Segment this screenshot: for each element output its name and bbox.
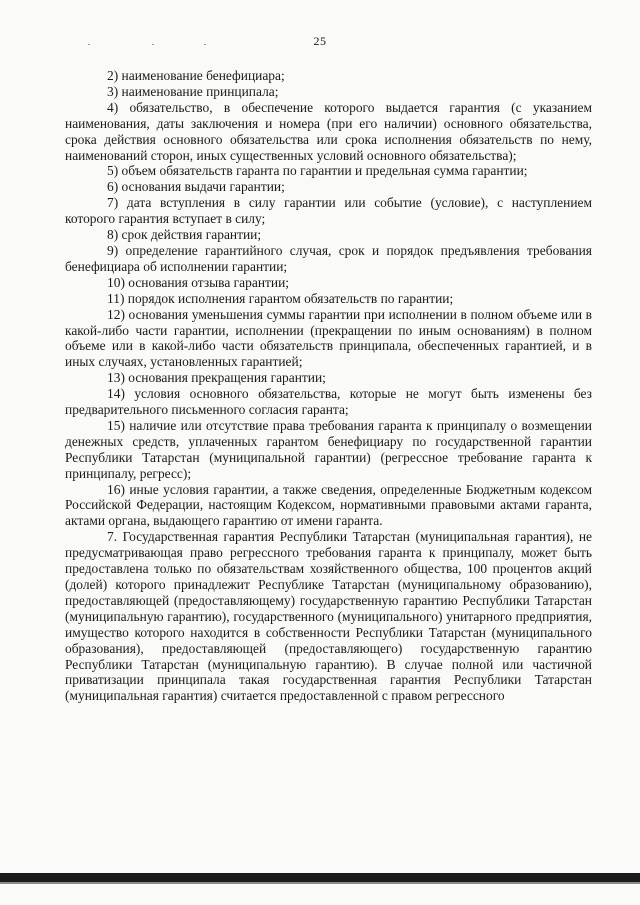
paragraph: 3) наименование принципала; (107, 83, 279, 99)
scan-edge-shadow (0, 882, 640, 884)
page-number: 25 (313, 34, 327, 48)
document-body (65, 68, 592, 704)
paragraph: 13) основания прекращения гарантии; (107, 370, 326, 386)
paragraph: 7) дата вступления в силу гарантии или событие (условие), с наступлением которого гарантия вступает в силу; (65, 195, 592, 227)
paragraph: 7. Государственная гарантия Республики Татарстан (муниципальная гарантия), не предусматривающая право регрессного требования гаранта к принципалу, может быть предоставлена только по обязательствам хозяйственного общества, 100 процентов акций (долей) которого принадлежит Республике Татарстан (муниципальному образованию), предоставляющей (предоставляющему) государственную гарантию Республики Татарстан (муниципальную гарантию), государственного (муниципального) унитарного предприятия, имущество которого находится в собственности Республики Татарстан (муниципального образования), предоставляющей (предоставляющего) государственную гарантию Республики Татарстан (муниципальную гарантию). В случае полной или частичной приватизации принципала такая государственная гарантия Республики Татарстан (муниципальная гарантия) считается предоставленной с правом регрессного (65, 529, 592, 704)
scan-edge-bar (0, 873, 640, 882)
paragraph: 8) срок действия гарантии; (107, 227, 262, 243)
paragraph: 5) объем обязательств гаранта по гарантии и предельная сумма гарантии; (107, 163, 528, 179)
paragraph: 11) порядок исполнения гарантом обязательств по гарантии; (107, 290, 454, 306)
paragraph: 15) наличие или отсутствие права требования гаранта к принципалу о возмещении денежных средств, уплаченных гарантом бенефициару по государственной гарантии Республики Татарстан (муниципальной гарантии) (регрессное требование гаранта к принципалу, регресс); (65, 417, 592, 481)
paragraph: 2) наименование бенефициара; (107, 68, 285, 83)
paragraph: 10) основания отзыва гарантии; (107, 274, 289, 290)
paragraph: 14) условия основного обязательства, которые не могут быть изменены без предварительного письменного согласия гаранта; (65, 386, 592, 418)
paragraph: 6) основания выдачи гарантии; (107, 179, 285, 195)
paragraph: 16) иные условия гарантии, а также сведения, определенные Бюджетным кодексом Российской Федерации, настоящим Кодексом, нормативными правовыми актами гаранта, актами органа, выдающего гарантию от имени гаранта. (65, 481, 592, 529)
paragraph: 4) обязательство, в обеспечение которого выдается гарантия (с указанием наименования, даты заключения и номера (при его наличии) основного обязательства, срока действия основного обязательства или срока исполнения обязательств по нему, наименований сторон, иных существенных условий основного обязательства); (65, 99, 592, 163)
paragraph: 12) основания уменьшения суммы гарантии при исполнении в полном объеме или в какой-либо части гарантии, исполнении (прекращении по иным основаниям) в полном объеме или в какой-либо части обязательств принципала, обеспеченных гарантией, и в иных случаях, установленных гарантией; (65, 306, 592, 370)
paragraph: 9) определение гарантийного случая, срок и порядок предъявления требования бенефициара об исполнении гарантии; (65, 242, 592, 274)
